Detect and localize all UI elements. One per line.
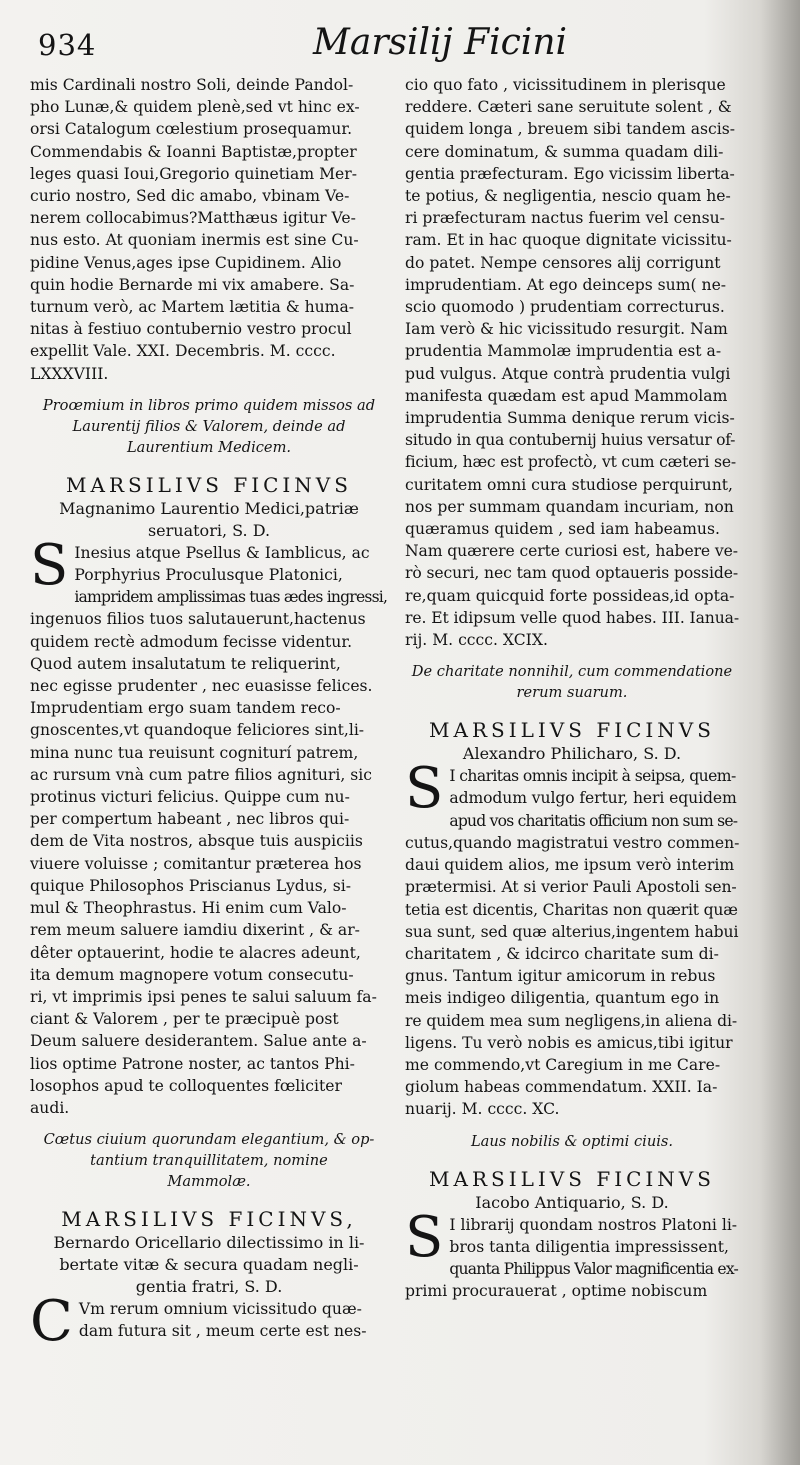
- text-line: iampridem amplissimas tuas ædes ingressi,: [74, 588, 388, 607]
- heading-line: Laurentij filios & Valorem, deinde ad: [72, 417, 346, 435]
- right-column: [405, 74, 739, 1302]
- text-line: expellit Vale. XXI. Decembris. M. cccc.: [30, 342, 336, 361]
- text-line: ri, vt imprimis ipsi penes te salui saluum fa-: [30, 987, 377, 1006]
- text-line: te potius, & negligentia, nescio quam he-: [405, 187, 731, 206]
- text-line: gnoscentes,vt quandoque feliciores sint,li-: [30, 721, 365, 740]
- heading-line: De charitate nonnihil, cum commendatione: [411, 663, 733, 681]
- text-line: ram. Et in hac quoque dignitate vicissitu-: [405, 231, 732, 250]
- letter-continuation: [405, 74, 739, 651]
- letter-body: [405, 1204, 739, 1303]
- text-line: pho Lunæ,& quidem plenè,sed vt hinc ex-: [30, 98, 360, 117]
- text-line: imprudentiam. At ego deinceps sum( ne-: [405, 275, 727, 294]
- text-line: nus esto. At quoniam inermis est sine Cu-: [30, 231, 359, 250]
- left-column: [30, 74, 388, 1355]
- text-line: ligens. Tu verò nobis es amicus,tibi igitur: [405, 1033, 733, 1052]
- running-title: Marsilij Ficini: [313, 22, 568, 63]
- text-line: admodum vulgo fertur, heri equidem: [449, 789, 737, 808]
- letter-author: MARSILIVS FICINVS: [429, 1166, 715, 1191]
- text-line: giolum habeas commendatum. XXII. Ia-: [405, 1078, 718, 1097]
- text-line: scio quomodo ) prudentiam correcturus.: [405, 298, 725, 317]
- letter-recipient: [405, 1192, 739, 1214]
- drop-cap: S: [405, 1204, 444, 1270]
- text-line: gnus. Tantum igitur amicorum in rebus: [405, 967, 716, 986]
- letter-body: [30, 532, 388, 1119]
- text-line: curitatem omni cura studiose perquirunt,: [405, 475, 733, 494]
- text-line: cio quo fato , vicissitudinem in plerisque: [405, 76, 726, 94]
- text-line: leges quasi Ioui,Gregorio quinetiam Mer-: [30, 164, 357, 183]
- text-line: Porphyrius Proculusque Platonici,: [74, 566, 343, 585]
- text-line: daui quidem alios, me ipsum verò interim: [405, 856, 735, 875]
- text-line: quidem rectè admodum fecisse videntur.: [30, 632, 353, 651]
- recipient-line: Magnanimo Laurentio Medici,patriæ: [59, 498, 359, 518]
- text-line: dem de Vita nostros, absque tuis auspiciis: [30, 832, 363, 851]
- text-line: mina nunc tua reuisunt cogniturí patrem,: [30, 743, 359, 762]
- text-line: Nam quærere certe curiosi est, habere ve-: [405, 542, 738, 561]
- text-line: ciant & Valorem , per te præcipuè post: [30, 1010, 339, 1029]
- text-line: rij. M. cccc. XCIX.: [405, 631, 548, 650]
- letter-continuation: [30, 74, 388, 385]
- text-line: pud vulgus. Atque contrà prudentia vulgi: [405, 364, 731, 383]
- text-line: nec egisse prudenter , nec euasisse felices.: [30, 677, 373, 696]
- heading-line: Mammolæ.: [167, 1173, 251, 1191]
- text-line: curio nostro, Sed dic amabo, vbinam Ve-: [30, 187, 350, 206]
- text-line: do patet. Nempe censores alij corrigunt: [405, 253, 721, 272]
- text-line: pidine Venus,ages ipse Cupidinem. Alio: [30, 253, 342, 272]
- recipient-line: gentia fratri, S. D.: [135, 1277, 283, 1297]
- text-line: gentia præfecturam. Ego vicissim liberta-: [405, 164, 735, 183]
- heading-line: Cœtus ciuium quorundam elegantium, & op-: [43, 1131, 375, 1149]
- recipient-line: bertate vitæ & secura quadam negli-: [59, 1255, 359, 1275]
- text-line: reddere. Cæteri sane seruitute solent , &: [405, 98, 732, 117]
- text-line: I charitas omnis incipit à seipsa, quem-: [449, 767, 736, 786]
- text-line: re. Et idipsum velle quod habes. III. Ianua-: [405, 608, 740, 627]
- page-number: 934: [38, 28, 97, 62]
- text-line: sua sunt, sed quæ alterius,ingentem habui: [405, 922, 739, 941]
- text-line: ac rursum vnà cum patre filios agnituri, sic: [30, 765, 372, 784]
- text-line: LXXXVIII.: [30, 364, 109, 383]
- text-line: per compertum habeant , nec libros qui-: [30, 810, 350, 829]
- text-line: nos per summam quandam incuriam, non: [405, 497, 734, 516]
- text-line: orsi Catalogum cœlestium prosequamur.: [30, 120, 353, 139]
- text-line: protinus victuri felicius. Quippe cum nu-: [30, 788, 350, 807]
- text-line: apud vos charitatis officium non sum se-: [449, 811, 738, 830]
- text-line: nerem collocabimus?Matthæus igitur Ve-: [30, 209, 356, 228]
- text-line: imprudentia Summa denique rerum vicis-: [405, 409, 735, 428]
- text-line: Vm rerum omnium vicissitudo quæ-: [78, 1300, 362, 1319]
- text-line: ingenuos filios tuos salutauerunt,hactenus: [30, 610, 366, 629]
- text-line: quæramus quidem , sed iam habeamus.: [405, 520, 720, 539]
- section-heading-laus: [405, 1131, 739, 1152]
- text-line: primi procurauerat , optime nobiscum: [405, 1282, 708, 1301]
- text-line: nuarij. M. cccc. XC.: [405, 1100, 560, 1119]
- heading-line: Proœmium in libros primo quidem missos ad: [42, 396, 376, 414]
- text-line: dam futura sit , meum certe est nes-: [78, 1322, 367, 1341]
- text-line: cutus,quando magistratui vestro commen-: [405, 833, 740, 852]
- text-line: nitas à festiuo contubernio vestro procul: [30, 320, 352, 339]
- text-line: quanta Philippus Valor magnificentia ex-: [449, 1259, 739, 1278]
- text-line: cere dominatum, & summa quadam dili-: [405, 142, 724, 161]
- text-line: quidem longa , breuem sibi tandem ascis-: [405, 120, 735, 139]
- letter-author: MARSILIVS FICINVS: [429, 718, 715, 743]
- text-line: ficium, hæc est profectò, vt cum cæteri se-: [405, 453, 736, 472]
- recipient-line: Bernardo Oricellario dilectissimo in li-: [53, 1233, 365, 1253]
- text-line: meis indigeo diligentia, quantum ego in: [405, 989, 720, 1008]
- drop-cap: S: [405, 756, 444, 822]
- text-line: me commendo,vt Caregium in me Care-: [405, 1055, 721, 1074]
- letter-recipient: [30, 1232, 388, 1298]
- recipient-line: Alexandro Philicharo, S. D.: [462, 744, 682, 764]
- text-line: Inesius atque Psellus & Iamblicus, ac: [74, 543, 370, 562]
- heading-line: tantium tranquillitatem, nomine: [90, 1152, 328, 1170]
- text-line: turnum verò, ac Martem lætitia & huma-: [30, 298, 355, 317]
- text-line: prætermisi. At si verior Pauli Apostoli sen-: [405, 878, 737, 897]
- section-heading-proemium: [30, 395, 388, 458]
- text-line: quique Philosophos Priscianus Lydus, si-: [30, 876, 351, 895]
- text-line: Imprudentiam ergo suam tandem reco-: [30, 699, 341, 718]
- letter-author: MARSILIVS FICINVS: [66, 472, 352, 497]
- text-line: quin hodie Bernarde mi vix amabere. Sa-: [30, 275, 355, 294]
- text-line: re,quam quicquid forte possideas,id opta-: [405, 586, 735, 605]
- text-line: rò securi, nec tam quod optaueris posside-: [405, 564, 739, 583]
- text-line: ri præfecturam nactus fuerim vel censu-: [405, 209, 725, 228]
- text-line: lios optime Patrone noster, ac tantos Phi-: [30, 1054, 355, 1073]
- text-line: situdo in qua contubernij huius versatur of-: [405, 431, 736, 450]
- text-line: dêter optauerint, hodie te alacres adeunt,: [30, 943, 361, 962]
- text-line: losophos apud te colloquentes fœliciter: [30, 1076, 342, 1095]
- recipient-line: Iacobo Antiquario, S. D.: [475, 1192, 669, 1212]
- text-line: charitatem , & idcirco charitate sum di-: [405, 944, 719, 963]
- letter-author: MARSILIVS FICINVS,: [61, 1207, 357, 1232]
- text-line: mis Cardinali nostro Soli, deinde Pandol-: [30, 76, 354, 94]
- text-line: prudentia Mammolæ imprudentia est a-: [405, 342, 722, 361]
- text-line: viuere voluisse ; comitantur præterea hos: [30, 854, 362, 873]
- heading-line: Laurentium Medicem.: [126, 438, 292, 456]
- section-heading-charitate: [405, 661, 739, 703]
- heading-line: rerum suarum.: [516, 684, 628, 702]
- text-line: tetia est dicentis, Charitas non quærit quæ: [405, 900, 738, 919]
- text-line: Quod autem insalutatum te reliquerint,: [30, 654, 341, 673]
- drop-cap: C: [30, 1289, 73, 1355]
- letter-recipient: [405, 743, 739, 765]
- text-line: Deum saluere desiderantem. Salue ante a-: [30, 1032, 367, 1051]
- text-line: Commendabis & Ioanni Baptistæ,propter: [30, 142, 357, 161]
- text-line: Iam verò & hic vicissitudo resurgit. Nam: [405, 320, 728, 339]
- text-line: I librarij quondam nostros Platoni li-: [449, 1215, 738, 1234]
- text-line: rem meum saluere iamdiu dixerint , & ar-: [30, 921, 360, 940]
- letter-body: [405, 756, 740, 1120]
- page-header: [38, 18, 760, 68]
- text-line: mul & Theophrastus. Hi enim cum Valo-: [30, 899, 347, 918]
- text-line: re quidem mea sum negligens,in aliena di-: [405, 1011, 738, 1030]
- drop-cap: S: [30, 532, 69, 598]
- letter-recipient: [30, 498, 388, 542]
- text-line: manifesta quædam est apud Mammolam: [405, 386, 728, 405]
- text-line: bros tanta diligentia impressissent,: [449, 1237, 729, 1256]
- section-heading-coetus: [30, 1129, 388, 1192]
- heading-line: Laus nobilis & optimi ciuis.: [470, 1132, 674, 1150]
- text-line: ita demum magnopere votum consecutu-: [30, 965, 354, 984]
- text-line: audi.: [30, 1098, 70, 1117]
- letter-body: [30, 1289, 388, 1355]
- recipient-line: seruatori, S. D.: [147, 520, 271, 540]
